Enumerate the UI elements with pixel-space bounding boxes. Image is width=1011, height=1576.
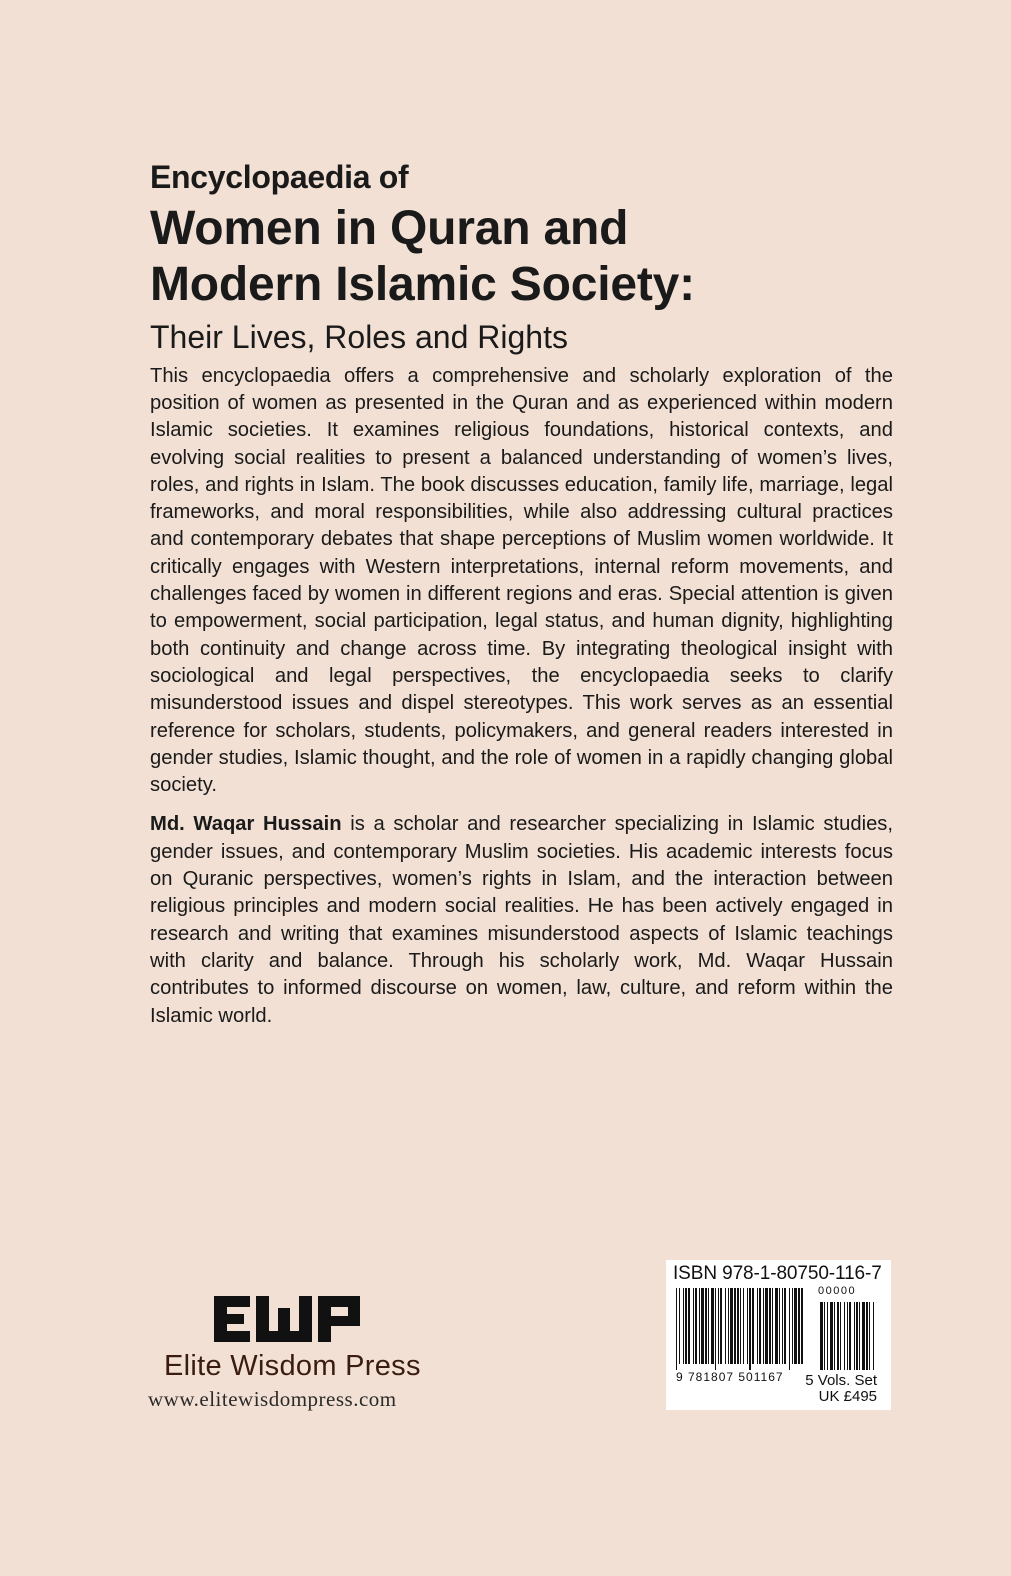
barcode-bar (784, 1288, 786, 1364)
author-bio-text: is a scholar and researcher specializing in Islamic studies, gender issues, and contemporary Muslim societies. His academic interests focus on Quranic perspectives, women’s rights in Islam, and the interaction between religious principles and modern social realities. He has been actively engaged in research and writing that examines misunderstood aspects of Islamic teachings with clarity and balance. Through his scholarly work, Md. Waqar Hussain contributes to informed discourse on women, law, culture, and reform within the Islamic world. (150, 813, 893, 1027)
barcode-bar (695, 1288, 697, 1364)
book-pre-title: Encyclopaedia of (150, 159, 409, 195)
book-title-line-2: Modern Islamic Society: (150, 258, 695, 312)
barcode-bar (676, 1288, 677, 1370)
barcode-bar (752, 1288, 754, 1364)
author-name: Md. Waqar Hussain (150, 813, 342, 836)
barcode-bar (701, 1288, 704, 1364)
barcode-bar (743, 1288, 744, 1364)
barcode-bar (749, 1288, 751, 1370)
isbn-barcode-box (666, 1260, 891, 1410)
publisher-name: Elite Wisdom Press (164, 1350, 421, 1382)
barcode-bar (688, 1288, 690, 1364)
addon-bar (862, 1302, 865, 1370)
addon-bar (820, 1302, 823, 1370)
barcode-bar (699, 1288, 700, 1364)
book-title-line-1: Women in Quran and (150, 202, 629, 256)
barcode-bar (718, 1288, 719, 1364)
barcode-bar (683, 1288, 684, 1364)
addon-bar (873, 1302, 874, 1370)
barcode-bar (720, 1288, 722, 1364)
back-cover-text (150, 160, 893, 1030)
addon-bar (827, 1302, 828, 1370)
barcode-bar (779, 1288, 780, 1364)
barcode-bar (730, 1288, 733, 1364)
barcode-bar (769, 1288, 771, 1364)
barcode-bar (728, 1288, 729, 1364)
barcode-bar (705, 1288, 707, 1364)
addon-bar (866, 1302, 868, 1370)
barcode-icon (674, 1288, 879, 1370)
book-subtitle: Their Lives, Roles and Rights (150, 318, 568, 355)
barcode-bar (679, 1288, 680, 1364)
barcode-bar (725, 1288, 726, 1364)
barcode-bar (715, 1288, 716, 1370)
addon-bar (859, 1302, 860, 1370)
barcode-bar (775, 1288, 778, 1364)
addon-bar (844, 1302, 845, 1370)
addon-bar (834, 1302, 835, 1370)
barcode-bar (708, 1288, 709, 1364)
addon-bar (824, 1302, 825, 1370)
barcode-bar (737, 1288, 739, 1364)
barcode-bar (693, 1288, 694, 1364)
barcode-bar (772, 1288, 773, 1364)
barcode-bar (763, 1288, 764, 1364)
addon-bar (830, 1302, 833, 1370)
addon-bar (856, 1302, 858, 1370)
author-bio (150, 811, 893, 1029)
barcode-bar (792, 1288, 793, 1364)
barcode-bar (734, 1288, 736, 1364)
addon-bar (869, 1302, 870, 1370)
addon-bar (849, 1302, 851, 1370)
set-label: 5 Vols. Set (805, 1372, 877, 1389)
book-title (150, 201, 893, 313)
barcode-bar (685, 1288, 687, 1364)
addon-bar (837, 1302, 839, 1370)
isbn-label: ISBN 978-1-80750-116-7 (673, 1263, 882, 1284)
barcode-bar (711, 1288, 714, 1364)
price-label: UK £495 (818, 1388, 877, 1405)
addon-digits: 00000 (818, 1285, 857, 1297)
barcode-bar (765, 1288, 768, 1364)
barcode-bar (747, 1288, 748, 1364)
barcode-bar (798, 1288, 800, 1364)
barcode-bar (782, 1288, 783, 1364)
addon-bar (854, 1302, 855, 1370)
barcode-bar (759, 1288, 761, 1364)
book-description: This encyclopaedia offers a comprehensive and scholarly exploration of the position of women as presented in the Quran and as experienced within modern Islamic societies. It examines religious foundations, historical contexts, and evolving social realities to present a balanced understanding of women’s lives, roles, and rights in Islam. The book discusses education, family life, marriage, legal frameworks, and moral responsibilities, while also addressing cultural practices and contemporary debates that shape perceptions of Muslim women worldwide. It critically engages with Western interpretations, internal reform movements, and challenges faced by women in different regions and eras. Special attention is given to empowerment, social participation, legal status, and human dignity, highlighting both continuity and change across time. By integrating theological insight with sociological and legal perspectives, the encyclopaedia seeks to clarify misunderstood issues and dispel stereotypes. This work serves as an essential reference for scholars, students, policymakers, and general readers interested in gender studies, Islamic thought, and the role of women in a rapidly changing global society. (150, 364, 893, 797)
barcode-digits: 9 781807 501167 (676, 1370, 784, 1384)
addon-bar (847, 1302, 848, 1370)
barcode-bar (740, 1288, 741, 1364)
barcode-bar (789, 1288, 790, 1370)
barcode-bar (801, 1288, 803, 1364)
barcode-bar (794, 1288, 797, 1364)
ewp-logo-icon (214, 1290, 364, 1346)
barcode-bar (757, 1288, 758, 1364)
addon-bar (840, 1302, 841, 1370)
publisher-url: www.elitewisdompress.com (148, 1387, 397, 1411)
